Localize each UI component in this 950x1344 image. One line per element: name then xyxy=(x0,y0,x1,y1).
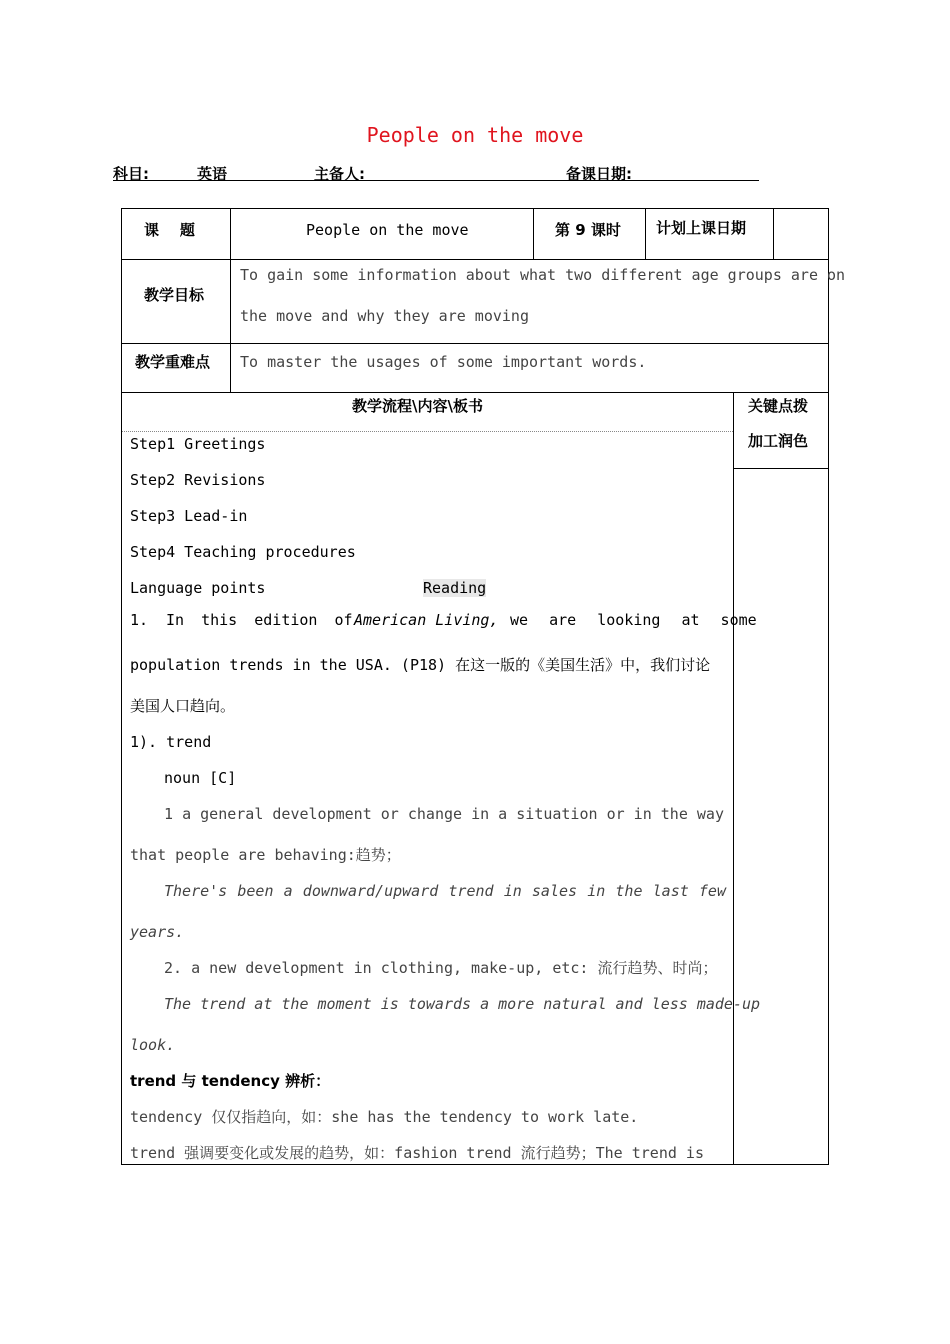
goals-line-2: the move and why they are moving xyxy=(240,307,529,325)
lesson-table xyxy=(121,208,846,1165)
side-header-divider xyxy=(733,468,828,469)
topic-label: 课 题 xyxy=(144,221,195,239)
meta-underline xyxy=(113,180,759,181)
item1-text-c: we are looking at some xyxy=(510,611,757,629)
definition-1-line-2: that people are behaving:趋势； xyxy=(130,846,401,864)
item1-line-3: 美国人口趋向。 xyxy=(130,697,236,715)
compare-line-2: trend 强调要变化或发展的趋势，如：fashion trend 流行趋势；The trend is xyxy=(130,1144,704,1162)
goals-line-1: To gain some information about what two different age groups are on xyxy=(240,266,846,284)
part-of-speech: noun [C] xyxy=(164,769,237,787)
lesson-number: 第 9 课时 xyxy=(555,221,621,239)
item1-publication: American Living, xyxy=(354,611,499,629)
example-1-line-2: years. xyxy=(130,923,185,941)
page-title: People on the move xyxy=(366,123,584,147)
step-1: Step1 Greetings xyxy=(130,435,266,453)
process-header: 教学流程\内容\板书 xyxy=(352,397,483,415)
example-2-line-2: look. xyxy=(130,1036,176,1054)
row-divider-3 xyxy=(122,392,828,393)
side-header-line-2: 加工润色 xyxy=(748,432,809,450)
reading-label: Reading xyxy=(423,579,487,597)
topic-value: People on the move xyxy=(306,221,469,239)
plan-date-label: 计划上课日期 xyxy=(656,219,747,237)
side-header-line-1: 关键点拨 xyxy=(748,397,809,415)
item1-text-a: In this edition of xyxy=(166,611,353,629)
step-3: Step3 Lead-in xyxy=(130,507,248,525)
col-divider-side xyxy=(733,392,734,1164)
subject-value: 英语 xyxy=(197,165,228,183)
step-4: Step4 Teaching procedures xyxy=(130,543,356,561)
date-label: 备课日期: xyxy=(566,165,632,183)
item1-number: 1. xyxy=(130,611,149,629)
row-divider-2 xyxy=(122,343,828,344)
col-divider-lesson xyxy=(533,209,534,259)
row-divider-1 xyxy=(122,259,828,260)
compare-line-1: tendency 仅仅指趋向，如：she has the tendency to work late. xyxy=(130,1108,639,1126)
col-divider-date xyxy=(773,209,774,259)
col-divider-label xyxy=(230,209,231,392)
preparer-label: 主备人: xyxy=(314,165,365,183)
item1-line-2: population trends in the USA. (P18) 在这一版的《美国生活》中，我们讨论 xyxy=(130,656,711,674)
language-points: Language points xyxy=(130,579,266,597)
sub-heading-trend: 1). trend xyxy=(130,733,212,751)
process-header-divider xyxy=(122,431,733,432)
compare-heading: trend 与 tendency 辨析： xyxy=(130,1072,331,1090)
example-1-line-1: There's been a downward/upward trend in sales in the last few xyxy=(164,882,726,900)
example-2-line-1: The trend at the moment is towards a more natural and less made-up xyxy=(164,995,761,1013)
definition-2: 2. a new development in clothing, make-up, etc: 流行趋势、时尚； xyxy=(164,959,718,977)
keypoints-text: To master the usages of some important words. xyxy=(240,353,647,371)
col-divider-plan xyxy=(645,209,646,259)
step-2: Step2 Revisions xyxy=(130,471,266,489)
goals-label: 教学目标 xyxy=(144,286,205,304)
subject-label: 科目: xyxy=(113,165,149,183)
keypoints-label: 教学重难点 xyxy=(135,353,211,371)
definition-1-line-1: 1 a general development or change in a situation or in the way xyxy=(164,805,724,823)
